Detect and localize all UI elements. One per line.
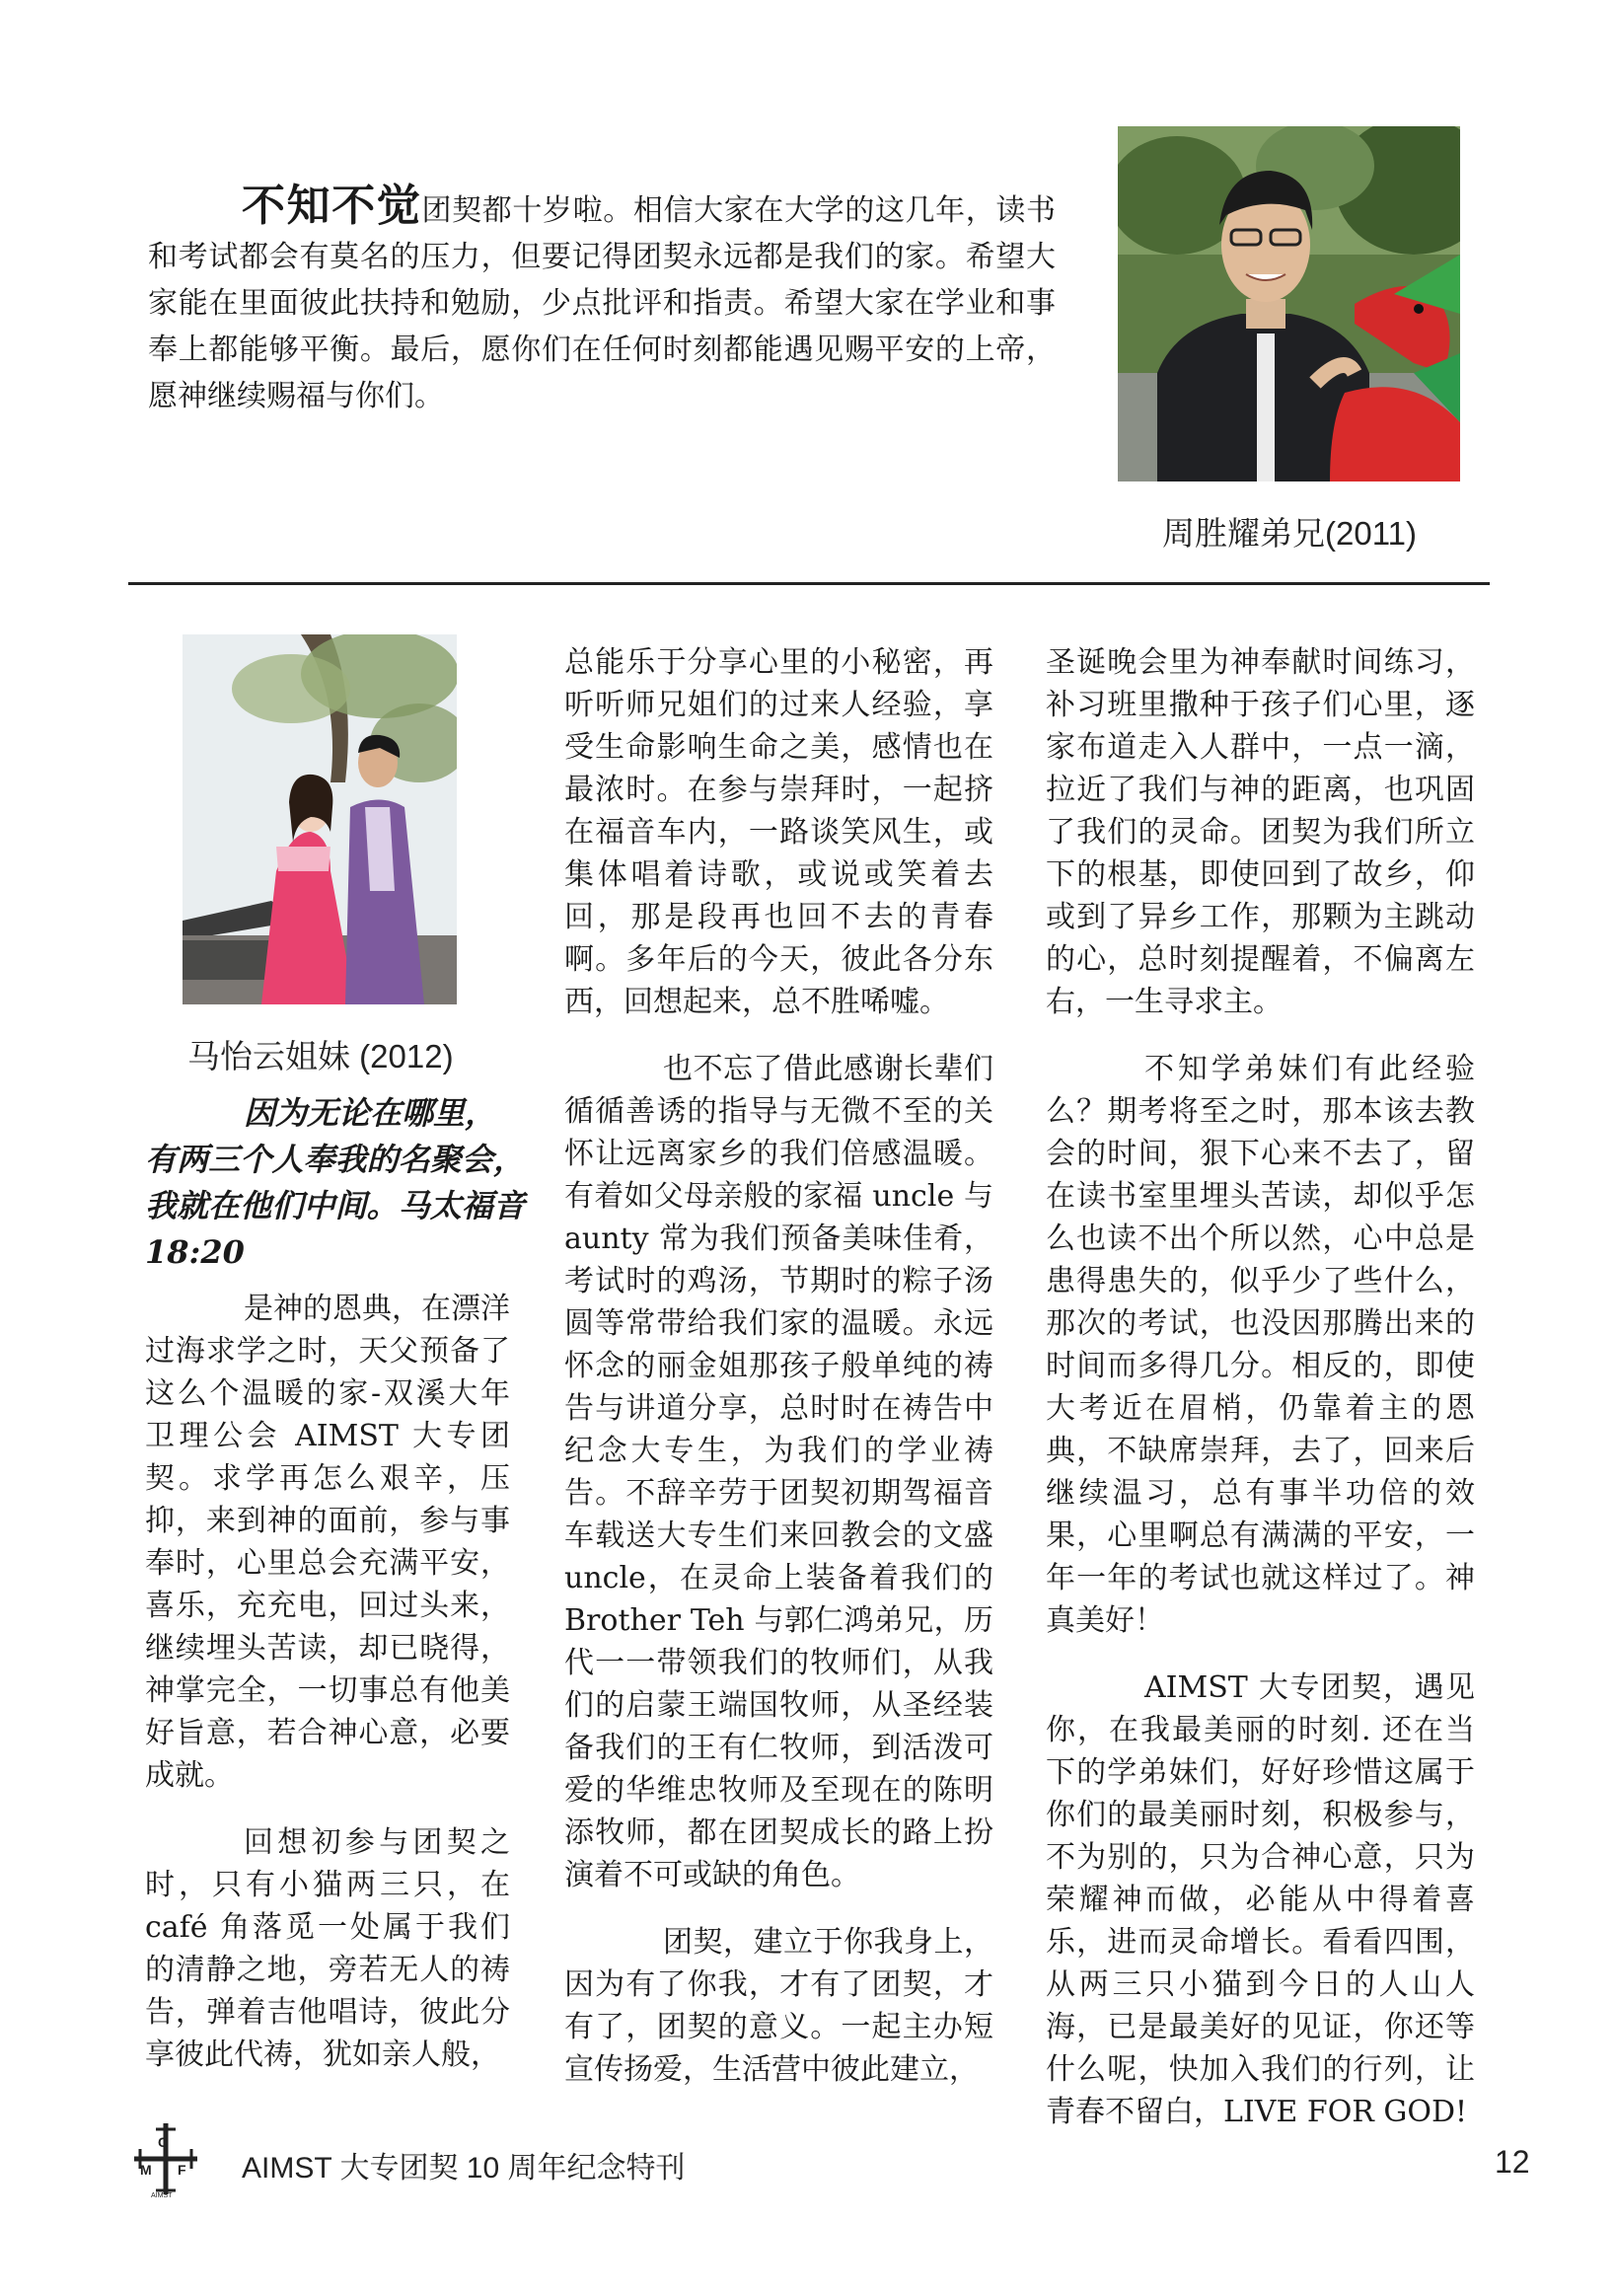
col2-paragraph-2: 也不忘了借此感谢长辈们循循善诱的指导与无微不至的关怀让远离家乡的我们倍感温暖。有着如父母亲般的家福 uncle 与 aunty 常为我们预备美味佳肴，考试时的鸡汤，节期时的粽子汤圆等常带给我们家的温暖。永远怀念的丽金姐那孩子般单纯的祷告与讲道分享，总时时在祷告中纪念大专生，为我们的学业祷告。不辞辛劳于团契初期驾福音车载送大专生们来回教会的文盛 uncle，在灵命上装备着我们的 Brother Teh 与郭仁鸿弟兄，历代一一带领我们的牧师们，从我们的启蒙王端国牧师，从圣经装备我们的王有仁牧师，到活泼可爱的华维忠牧师及至现在的陈明添牧师，都在团契成长的路上扮演着不可或缺的角色。 bbox=[564, 1052, 993, 1892]
logo-letter-f: F bbox=[178, 2162, 186, 2178]
col1-paragraph-1: 是神的恩典，在漂洋过海求学之时，天父预备了这么个温暖的家-双溪大年卫理公会 AIMST 大专团契。求学再怎么艰辛，压抑，来到神的面前，参与事奉时，心里总会充满平安，喜乐，充充电，回过头来，继续埋头苦读，却已晓得，神掌完全，一切事总有他美好旨意，若合神心意，必要成就。 bbox=[145, 1292, 510, 1793]
intro-lead-text: 不知不觉 bbox=[242, 181, 422, 231]
photo-caption-top: 周胜耀弟兄(2011) bbox=[1162, 515, 1417, 552]
logo-letter-c: C bbox=[158, 2134, 169, 2150]
footer-title: AIMST 大专团契 10 周年纪念特刊 bbox=[242, 2152, 686, 2185]
intro-paragraph bbox=[148, 183, 1056, 419]
photo-man-with-parrot bbox=[1118, 126, 1460, 481]
page-number: 12 bbox=[1495, 2144, 1530, 2180]
photo-caption-left: 马怡云姐妹 (2012) bbox=[187, 1038, 454, 1074]
cmf-logo-icon bbox=[126, 2119, 205, 2198]
logo-letter-m: M bbox=[140, 2162, 152, 2178]
col3-paragraph-3: AIMST 大专团契，遇见你，在我最美丽的时刻. 还在当下的学弟妹们，好好珍惜这属于你们的最美丽时刻，积极参与，不为别的，只为合神心意，只为荣耀神而做，必能从中得着喜乐，进而灵命增长。看看四围，从两三只小猫到今日的人山人海，已是最美好的见证，你还等什么呢，快加入我们的行列，让青春不留白，LIVE FOR GOD! bbox=[1046, 1670, 1475, 2129]
section-divider bbox=[128, 582, 1490, 585]
article-column-3 bbox=[1046, 641, 1475, 2133]
bible-verse bbox=[145, 1090, 525, 1276]
col3-paragraph-1: 圣诞晚会里为神奉献时间练习，补习班里撒种于孩子们心里，逐家布道走入人群中，一点一滴，拉近了我们与神的距离，也巩固了我们的灵命。团契为我们所立下的根基，即使回到了故乡，仰或到了异乡工作，那颗为主跳动的心，总时刻提醒着，不偏离左右，一生寻求主。 bbox=[1046, 645, 1475, 1019]
intro-body-text: 团契都十岁啦。相信大家在大学的这几年，读书和考试都会有莫名的压力，但要记得团契永远都是我们的家。希望大家能在里面彼此扶持和勉励，少点批评和指责。希望大家在学业和事奉上都能够平衡。最后，愿你们在任何时刻都能遇见赐平安的上帝，愿神继续赐福与你们。 bbox=[148, 193, 1056, 413]
col3-paragraph-2: 不知学弟妹们有此经验么？期考将至之时，那本该去教会的时间，狠下心来不去了，留在读书室里埋头苦读，却似乎怎么也读不出个所以然，心中总是患得患失的，似乎少了些什么，那次的考试，也没因那腾出来的时间而多得几分。相反的，即使大考近在眉梢，仍靠着主的恩典，不缺席崇拜，去了，回来后继续温习，总有事半功倍的效果，心里啊总有满满的平安，一年一年的考试也就这样过了。神真美好！ bbox=[1046, 1052, 1475, 1638]
article-column-2 bbox=[564, 641, 993, 2091]
col2-paragraph-1: 总能乐于分享心里的小秘密，再听听师兄姐们的过来人经验，享受生命影响生命之美，感情也在最浓时。在参与崇拜时，一起挤在福音车内，一路谈笑风生，或集体唱着诗歌，或说或笑着去回，那是段再也回不去的青春啊。多年后的今天，彼此各分东西，回想起来，总不胜唏嘘。 bbox=[564, 645, 993, 1019]
photo-couple-hanbok bbox=[183, 634, 457, 1004]
logo-small-text: AIMST bbox=[151, 2192, 173, 2198]
col1-paragraph-2: 回想初参与团契之时，只有小猫两三只，在 café 角落觅一处属于我们的清静之地，旁若无人的祷告，弹着吉他唱诗，彼此分享彼此代祷，犹如亲人般， bbox=[145, 1825, 510, 2072]
col2-paragraph-3: 团契，建立于你我身上，因为有了你我，才有了团契，才有了，团契的意义。一起主办短宣传扬爱，生活营中彼此建立， bbox=[564, 1925, 993, 2087]
bible-verse-line-1: 因为无论在哪里， bbox=[244, 1094, 497, 1132]
bible-verse-rest: 有两三个人奉我的名聚会，我就在他们中间。马太福音 18:20 bbox=[145, 1141, 525, 1271]
article-column-1 bbox=[145, 1288, 510, 2076]
